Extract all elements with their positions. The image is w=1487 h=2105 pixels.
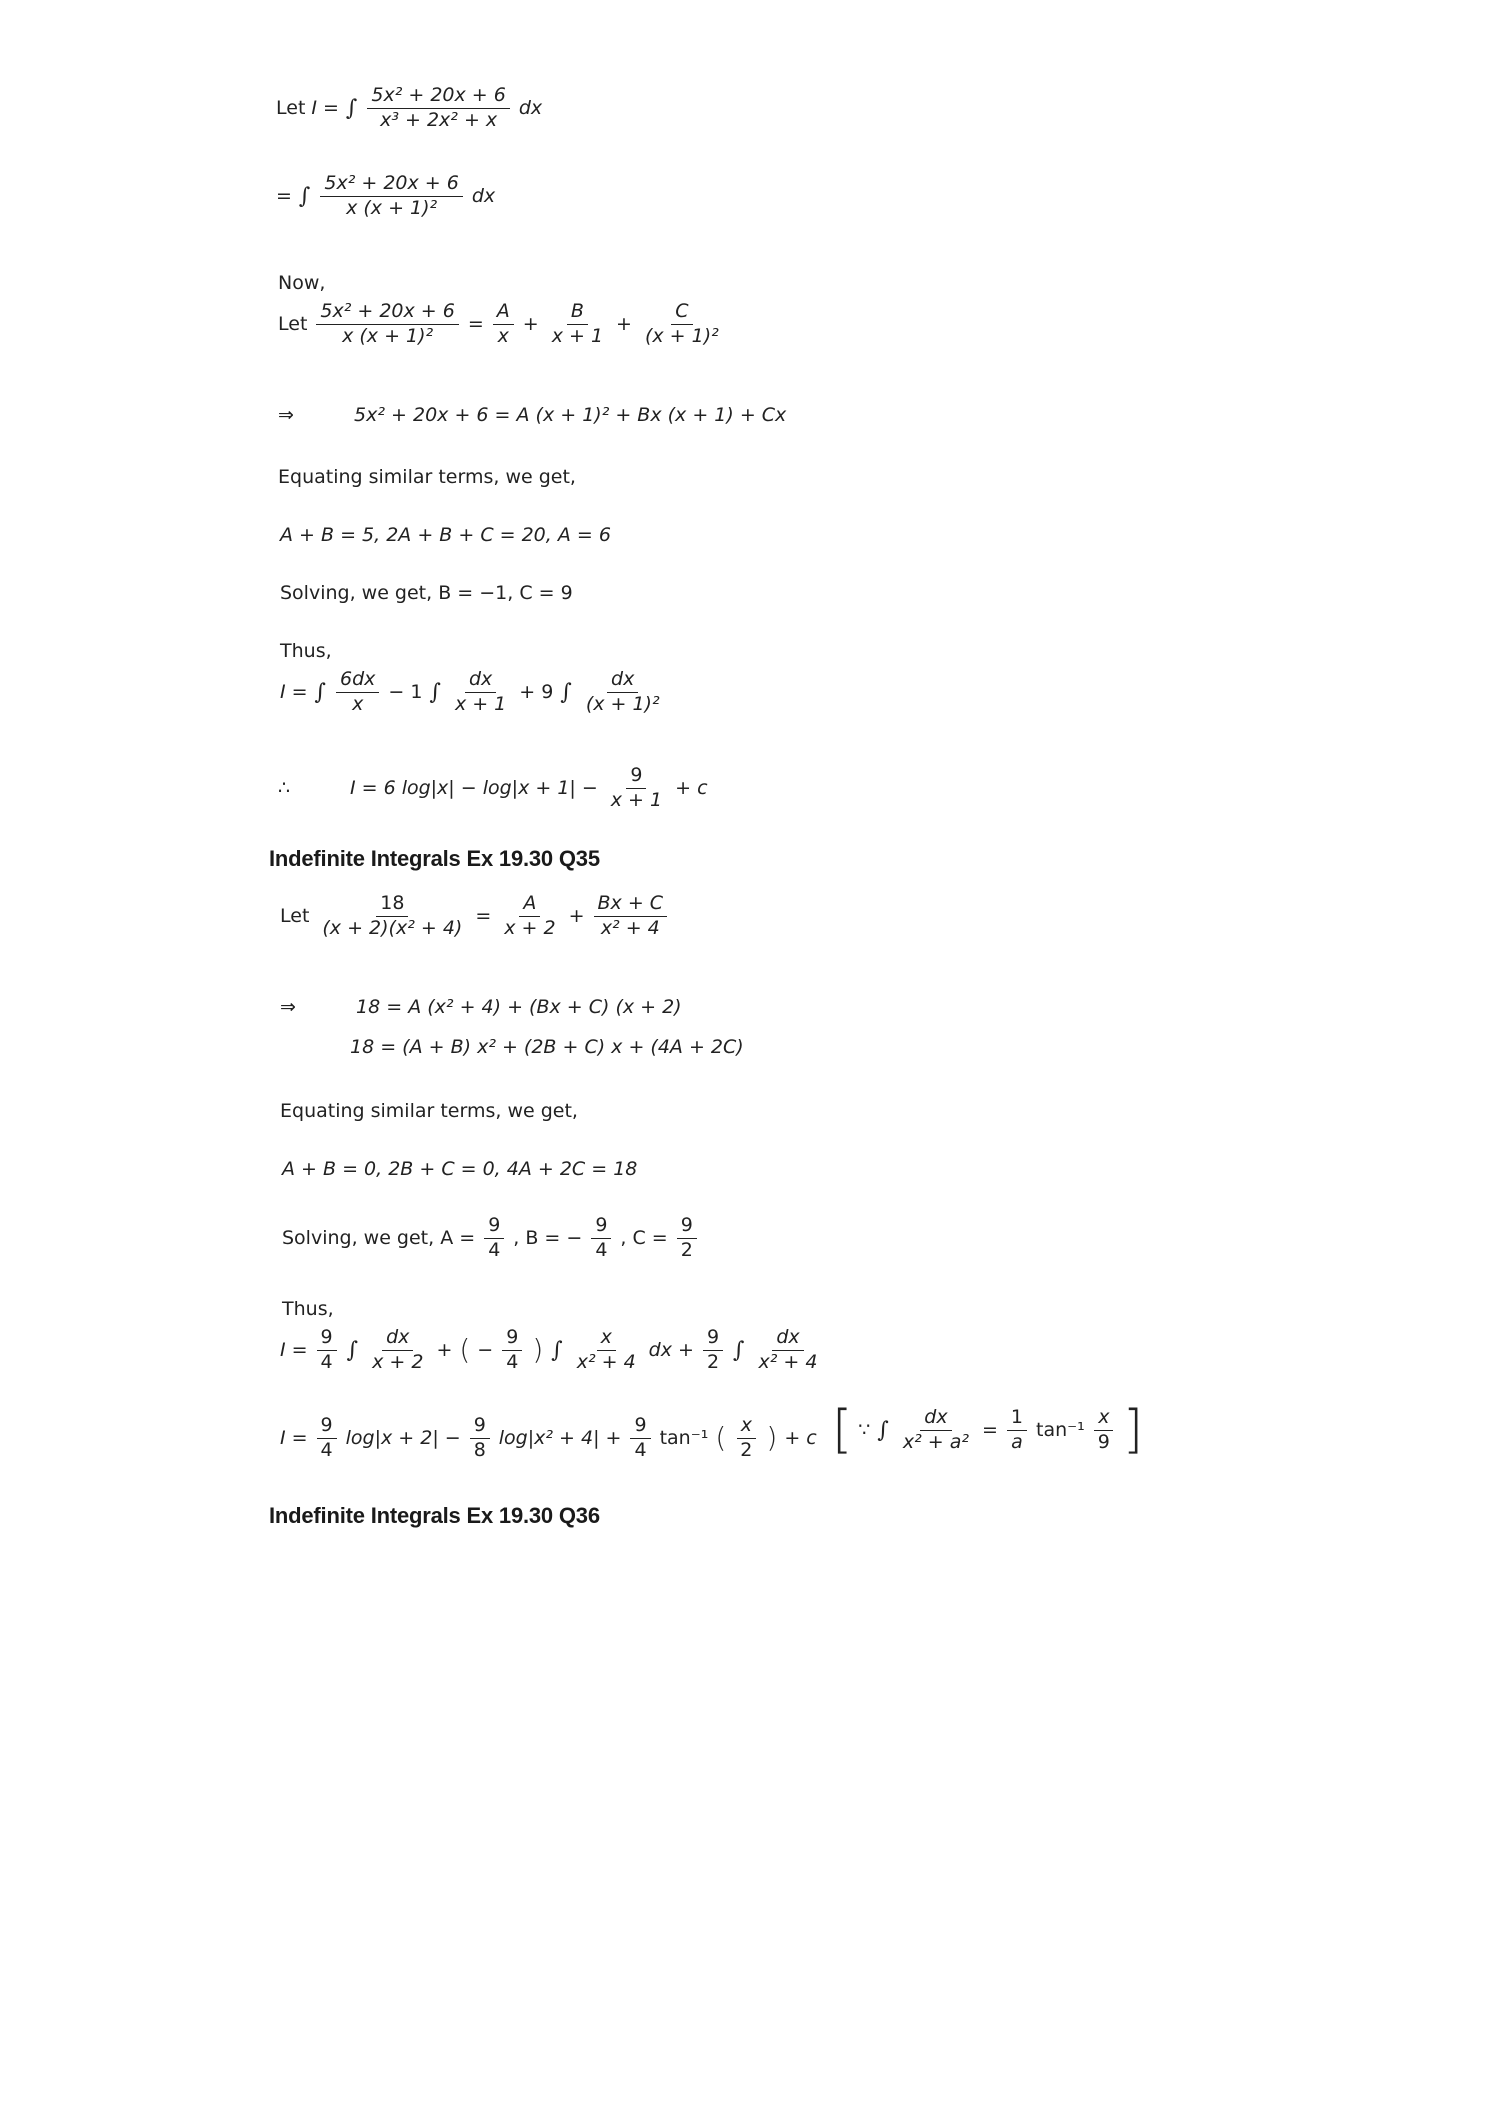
numerator: 9 [630,1414,650,1439]
denominator: 4 [634,1438,647,1461]
plus-sign: + [568,905,585,928]
expanded-equation: 18 = A (x² + 4) + (Bx + C) (x + 2) [356,996,682,1018]
equating-text: Equating similar terms, we get, [280,1100,578,1122]
term-a [500,892,559,941]
integral-variable: I [280,681,286,704]
q35-step3 [280,1326,824,1375]
minus-sign: − [477,1339,494,1362]
fraction [899,1406,973,1455]
implies-icon: ⇒ [278,404,294,426]
denominator: 4 [488,1238,501,1261]
numerator: 6dx [336,668,379,693]
integral-sign-icon: ∫ [733,1337,745,1363]
integral-sign-icon: ∫ [877,1417,889,1443]
numerator: x [737,1414,756,1439]
fraction [368,1326,427,1375]
log-term: log|x² + 4| + [498,1427,622,1450]
term-c [641,300,723,349]
equations-text: A + B = 0, 2B + C = 0, 4A + 2C = 18 [282,1158,638,1180]
integral-sign-icon: ∫ [298,183,311,209]
b-value [591,1214,611,1263]
denominator: x + 2 [372,1350,424,1373]
integral-variable: I [350,777,356,800]
constant: + c [784,1427,817,1450]
denominator: x (x + 1)² [346,196,438,219]
denominator: 4 [506,1350,519,1373]
numerator: 9 [502,1326,522,1351]
equations-text: A + B = 5, 2A + B + C = 20, A = 6 [280,524,611,546]
coefficient: − 1 [388,681,423,704]
b-label: , B = − [513,1227,583,1250]
left-paren: ( [715,1421,727,1455]
constant: + c [675,777,708,800]
solving-text: Solving, we get, B = −1, C = 9 [280,582,573,604]
integral-sign-icon: ∫ [345,95,358,121]
denominator: 2 [706,1350,720,1373]
solving-label: Solving, we get, A = [282,1227,476,1250]
differential: dx + [648,1339,694,1362]
q34-step4 [278,404,786,426]
denominator: 2 [740,1438,753,1461]
q36-heading: Indefinite Integrals Ex 19.30 Q36 [269,1503,600,1528]
term-b [548,300,607,349]
fraction [336,668,379,717]
integral-sign-icon: ∫ [429,679,441,705]
numerator: 5x² + 20x + 6 [367,84,509,109]
coefficient [502,1326,522,1375]
coefficient [630,1414,650,1463]
fraction [573,1326,640,1375]
c-label: , C = [620,1227,668,1250]
numerator: 9 [317,1326,337,1351]
lhs-fraction [316,300,458,349]
right-bracket: ] [1122,1400,1144,1460]
numerator: 5x² + 20x + 6 [316,300,458,325]
coefficient: + 9 [519,681,554,704]
fraction [367,84,509,133]
left-paren: ( [459,1333,471,1367]
numerator: Bx + C [594,892,668,917]
denominator: 9 [1097,1430,1110,1453]
thus-text: Thus, [280,640,332,662]
c-value [677,1214,697,1263]
let-label: Let [276,97,306,120]
arctan-term: tan⁻¹ [1036,1419,1085,1441]
q34-step1 [276,84,542,133]
equals-sign: = [323,97,339,120]
let-label: Let [280,905,310,928]
numerator: 5x² + 20x + 6 [320,172,462,197]
numerator: 9 [484,1214,504,1239]
integral-sign-icon: ∫ [551,1337,563,1363]
q34-step2 [276,172,495,221]
right-paren: ) [532,1333,544,1367]
coefficient [317,1326,337,1375]
equals-sign: = [981,1419,998,1441]
denominator: x [352,692,364,715]
denominator: x³ + 2x² + x [380,108,498,131]
thus-text: Thus, [282,1298,334,1320]
denominator: x (x + 1)² [342,324,434,347]
equals-sign: = [475,905,492,928]
q35-step2b: 18 = (A + B) x² + (2B + C) x + (4A + 2C) [350,1036,744,1058]
numerator: x [1094,1406,1113,1431]
numerator: 9 [591,1214,611,1239]
integral-sign-icon: ∫ [346,1337,359,1363]
denominator: x² + a² [902,1430,969,1453]
denominator: x² + 4 [758,1350,818,1373]
coefficient [470,1414,490,1463]
denominator: x + 1 [610,788,663,811]
therefore-icon: ∴ [278,777,291,800]
numerator: 9 [677,1214,697,1239]
equating-text: Equating similar terms, we get, [278,466,576,488]
differential: dx [471,185,496,208]
numerator: B [567,300,588,325]
q34-step5 [280,668,667,717]
q35-solving [282,1214,700,1263]
denominator: x² + 4 [576,1350,636,1373]
q35-step4 [280,1414,817,1463]
lhs-fraction [318,892,466,941]
formula-note [832,1400,1144,1460]
term-a [493,300,514,349]
numerator: dx [920,1406,951,1431]
equals-sign: = [276,185,292,208]
equals-sign: = [291,1339,308,1362]
denominator: 4 [320,1350,333,1373]
denominator: 8 [473,1438,486,1461]
fraction [582,668,664,717]
fraction [607,764,666,813]
numerator: 9 [703,1326,723,1351]
numerator: A [493,300,514,325]
denominator: x [497,324,509,347]
numerator: 18 [376,892,408,917]
denominator: a [1011,1430,1023,1453]
expanded-equation: 5x² + 20x + 6 = A (x + 1)² + Bx (x + 1) + Cx [354,404,787,426]
denominator: 4 [320,1438,333,1461]
differential: dx [518,97,543,120]
log-term: log|x + 2| − [345,1427,461,1450]
equals-sign: = [291,1427,308,1450]
result-expression: = 6 log|x| − log|x + 1| − [361,777,598,800]
because-icon: ∵ [858,1419,871,1441]
denominator: x + 2 [504,916,556,939]
arctan-term: tan⁻¹ [659,1427,709,1450]
fraction [451,668,510,717]
a-value [484,1214,504,1263]
numerator: dx [465,668,496,693]
numerator: dx [382,1326,413,1351]
let-label: Let [278,313,308,336]
fraction [1007,1406,1027,1455]
plus-sign: + [616,313,632,336]
numerator: 9 [470,1414,490,1439]
numerator: dx [607,668,638,693]
denominator: x² + 4 [600,916,660,939]
fraction [1094,1406,1114,1455]
plus-sign: + [522,313,539,336]
denominator: x + 1 [551,324,604,347]
denominator: (x + 1)² [644,324,719,347]
numerator: 1 [1007,1406,1027,1431]
numerator: C [671,300,692,325]
coefficient [703,1326,723,1375]
q34-step3 [278,300,726,349]
implies-icon: ⇒ [280,996,296,1018]
numerator: dx [772,1326,803,1351]
equals-sign: = [291,681,308,704]
q35-step1 [280,892,670,941]
numerator: A [519,892,540,917]
denominator: 4 [595,1238,608,1261]
q35-step2a [280,996,682,1018]
numerator: x [597,1326,616,1351]
plus-sign: + [436,1339,453,1362]
integral-sign-icon: ∫ [560,679,572,705]
left-bracket: [ [832,1400,853,1460]
integral-variable: I [280,1427,286,1450]
term-b [594,892,668,941]
now-text: Now, [278,272,326,294]
fraction [736,1414,756,1463]
coefficient [317,1414,337,1463]
integral-variable: I [280,1339,286,1362]
q34-step6 [278,764,708,813]
q35-heading: Indefinite Integrals Ex 19.30 Q35 [269,846,600,871]
equals-sign: = [467,313,484,336]
integral-variable: I [311,97,317,120]
numerator: 9 [317,1414,337,1439]
fraction [320,172,462,221]
integral-sign-icon: ∫ [314,679,326,705]
denominator: (x + 2)(x² + 4) [322,916,463,939]
right-paren: ) [766,1421,778,1455]
numerator: 9 [626,764,646,789]
denominator: x + 1 [454,692,507,715]
denominator: 2 [680,1238,693,1261]
fraction [755,1326,822,1375]
denominator: (x + 1)² [585,692,660,715]
